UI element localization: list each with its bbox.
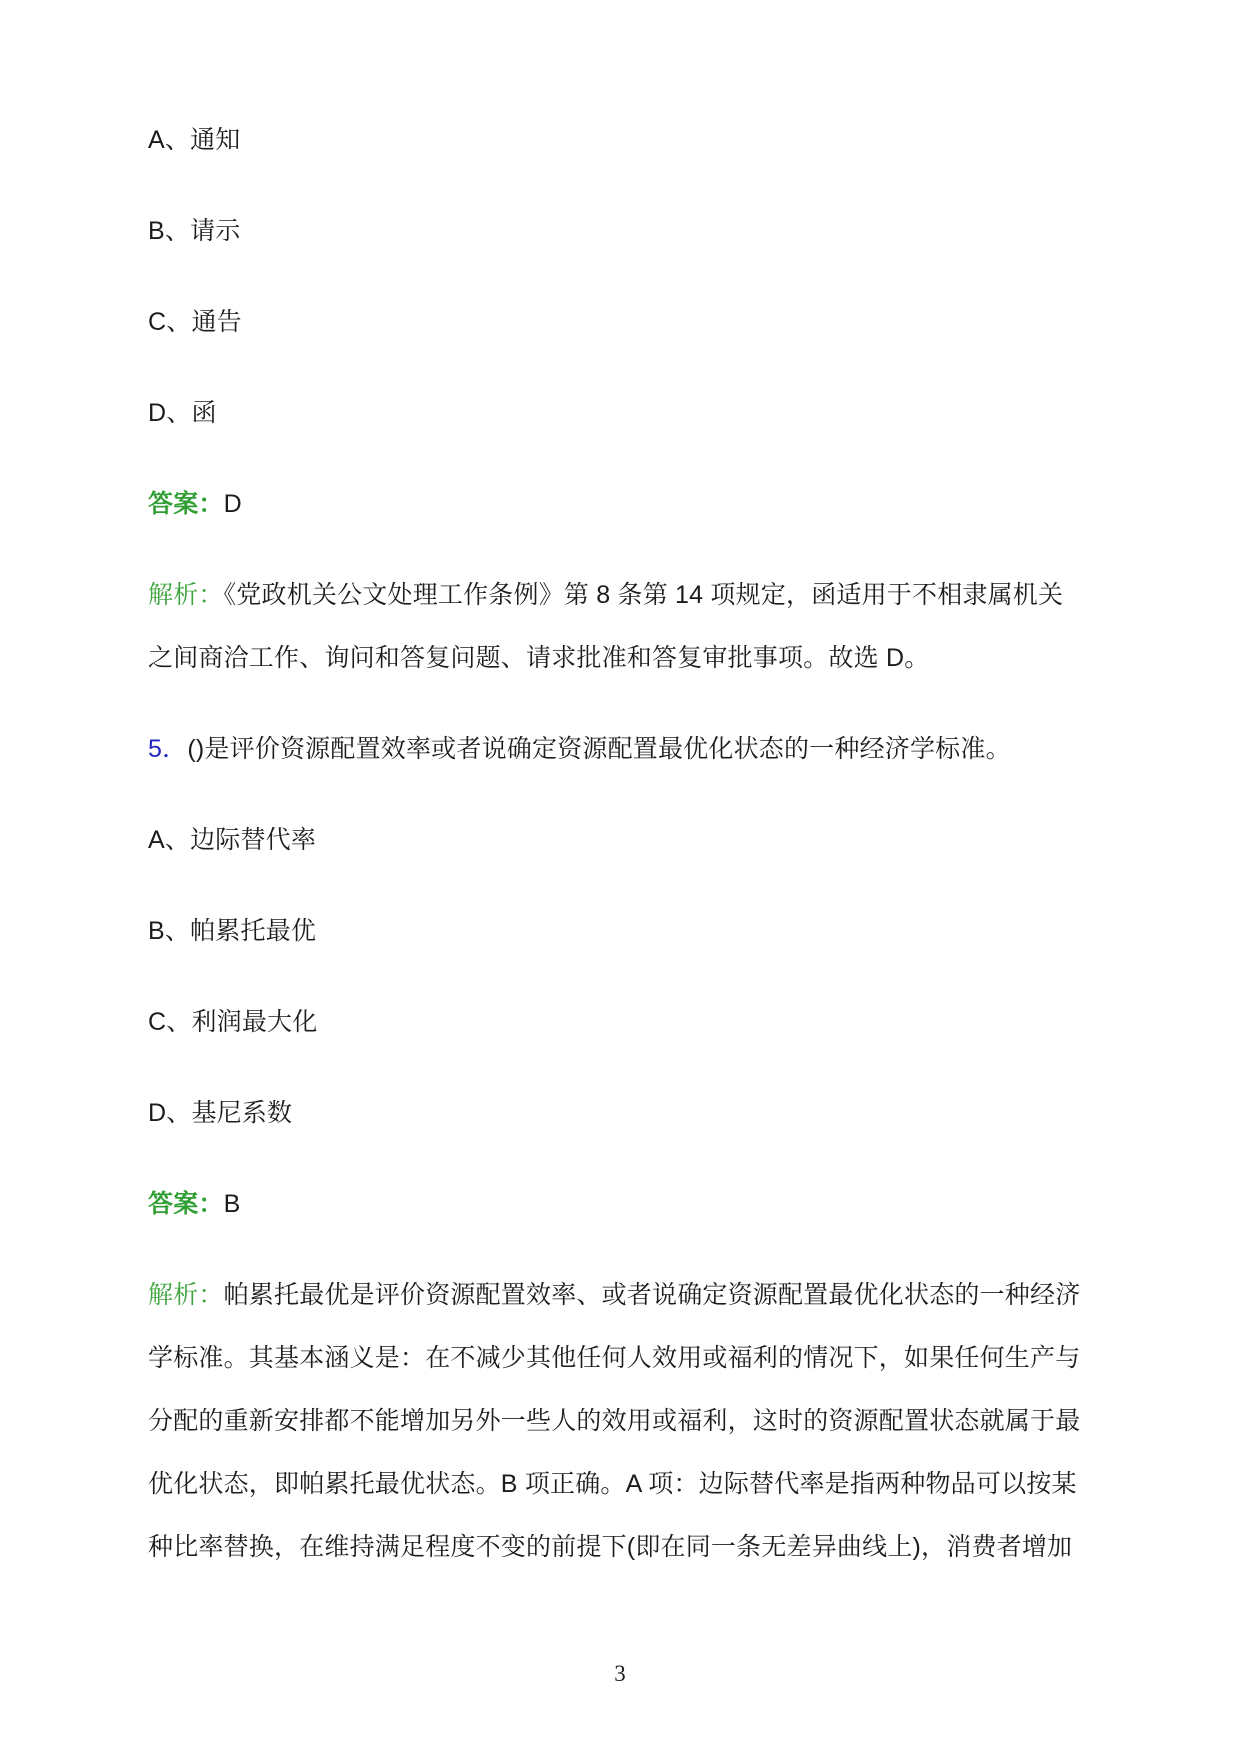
q4-answer-line: [148, 473, 1138, 536]
q4-option-b: B、请示: [148, 217, 241, 245]
q5-analysis-line-3: 分配的重新安排都不能增加另外一些人的效用或福利，这时的资源配置状态就属于最: [148, 1407, 1081, 1435]
q5-analysis-text-1: 帕累托最优是评价资源配置效率、或者说确定资源配置最优化状态的一种经济: [223, 1281, 1081, 1309]
q4-analysis-line-2: 之间商洽工作、询问和答复问题、请求批准和答复审批事项。故选 D。: [148, 644, 930, 672]
q5-option-d: D、基尼系数: [148, 1099, 293, 1127]
q4-option-c: C、通告: [148, 308, 242, 336]
q5-answer-line: [148, 1173, 1138, 1236]
q5-stem-line: [148, 718, 1138, 781]
q5-option-a: A、边际替代率: [148, 826, 317, 854]
page-number: 3: [614, 1661, 626, 1686]
q4-analysis-text-1: 《党政机关公文处理工作条例》第 8 条第 14 项规定，函适用于不相隶属机关: [223, 581, 1064, 609]
q5-stem-text: ()是评价资源配置效率或者说确定资源配置最优化状态的一种经济学标准。: [187, 735, 1011, 763]
q4-analysis-label: 解析：: [148, 581, 224, 609]
q5-question-number: 5．: [148, 735, 188, 763]
q4-answer-value: D: [223, 490, 242, 518]
q4-analysis: [148, 564, 1138, 690]
q5-analysis-line-1: [148, 1264, 1138, 1327]
exam-content: [148, 109, 1138, 1607]
q5-analysis-line-2: 学标准。其基本涵义是：在不减少其他任何人效用或福利的情况下，如果任何生产与: [148, 1344, 1081, 1372]
q5-option-c: C、利润最大化: [148, 1008, 318, 1036]
q5-analysis-line-5: 种比率替换，在维持满足程度不变的前提下(即在同一条无差异曲线上)，消费者增加: [148, 1533, 1073, 1561]
q5-answer-label: 答案：: [148, 1190, 224, 1218]
q5-analysis: [148, 1264, 1138, 1579]
q4-analysis-line-1: [148, 564, 1138, 627]
q4-answer-label: 答案：: [148, 490, 224, 518]
q4-option-d: D、函: [148, 399, 217, 427]
q5-option-b: B、帕累托最优: [148, 917, 317, 945]
q5-answer-value: B: [223, 1190, 241, 1218]
q4-option-a: A、通知: [148, 126, 241, 154]
page-footer: [0, 1658, 1240, 1690]
q5-analysis-label: 解析：: [148, 1281, 224, 1309]
q5-analysis-line-4: 优化状态，即帕累托最优状态。B 项正确。A 项：边际替代率是指两种物品可以按某: [148, 1470, 1077, 1498]
